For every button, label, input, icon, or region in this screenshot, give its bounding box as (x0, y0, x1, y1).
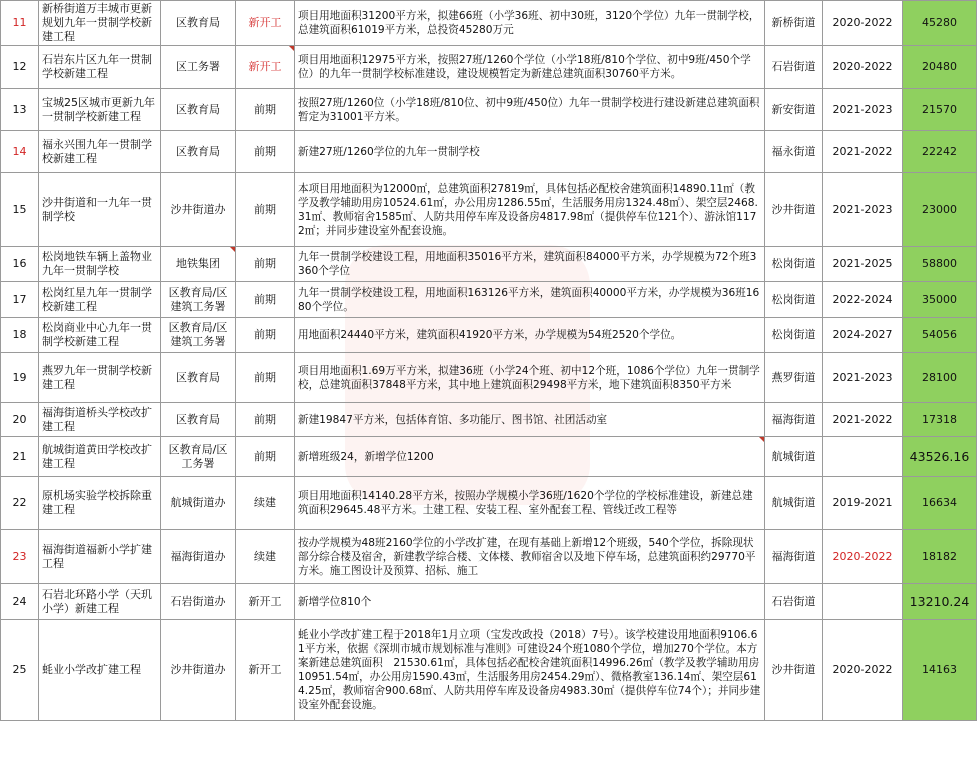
investment-amount: 23000 (903, 173, 977, 247)
investment-amount: 54056 (903, 318, 977, 353)
project-description: 新建27班/1260学位的九年一贯制学校 (295, 131, 765, 173)
table-row (1, 530, 977, 584)
street-name: 松岗街道 (765, 247, 823, 282)
table-row (1, 584, 977, 620)
row-number: 19 (1, 353, 39, 403)
investment-amount: 43526.16 (903, 437, 977, 477)
project-name: 燕罗九年一贯制学校新建工程 (39, 353, 161, 403)
construction-years: 2021-2025 (823, 247, 903, 282)
investment-amount: 20480 (903, 46, 977, 89)
table-body (1, 1, 977, 721)
owner-unit: 区工务署 (161, 46, 236, 89)
row-number: 20 (1, 403, 39, 437)
row-number: 13 (1, 89, 39, 131)
project-stage: 前期 (236, 247, 295, 282)
row-number: 21 (1, 437, 39, 477)
project-description: 九年一贯制学校建设工程，用地面积35016平方米，建筑面积84000平方米，办学规模为72个班3360个学位 (295, 247, 765, 282)
construction-years: 2021-2023 (823, 89, 903, 131)
investment-amount: 28100 (903, 353, 977, 403)
table-row (1, 318, 977, 353)
table-row (1, 131, 977, 173)
project-description: 按照27班/1260位（小学18班/810位、初中9班/450位）九年一贯制学校进行建设新建总建筑面积暂定为31001平方米。 (295, 89, 765, 131)
table-row (1, 353, 977, 403)
investment-amount: 58800 (903, 247, 977, 282)
row-number: 25 (1, 620, 39, 721)
street-name: 松岗街道 (765, 318, 823, 353)
project-stage: 新开工 (236, 46, 295, 89)
owner-unit: 沙井街道办 (161, 620, 236, 721)
row-number: 16 (1, 247, 39, 282)
street-name: 福海街道 (765, 530, 823, 584)
street-name: 石岩街道 (765, 46, 823, 89)
owner-unit: 航城街道办 (161, 477, 236, 530)
construction-years: 2021-2023 (823, 173, 903, 247)
project-description: 项目用地面积1.69万平方米，拟建36班（小学24个班、初中12个班，1086个学位）九年一贯制学校，总建筑面积37848平方米，其中地上建筑面积29498平方米，地下建筑面积8350平方米 (295, 353, 765, 403)
project-stage: 前期 (236, 403, 295, 437)
construction-years: 2019-2021 (823, 477, 903, 530)
construction-years: 2020-2022 (823, 530, 903, 584)
table-row (1, 1, 977, 46)
construction-years: 2022-2024 (823, 282, 903, 318)
project-name: 原机场实验学校拆除重建工程 (39, 477, 161, 530)
investment-amount: 45280 (903, 1, 977, 46)
street-name: 沙井街道 (765, 173, 823, 247)
project-description: 新增学位810个 (295, 584, 765, 620)
investment-amount: 17318 (903, 403, 977, 437)
street-name: 新桥街道 (765, 1, 823, 46)
project-name: 石岩东片区九年一贯制学校新建工程 (39, 46, 161, 89)
construction-years: 2021-2023 (823, 353, 903, 403)
construction-years: 2020-2022 (823, 1, 903, 46)
project-description: 项目用地面积31200平方米，拟建66班（小学36班、初中30班，3120个学位）九年一贯制学校，总建筑面积61019平方米，总投资45280万元 (295, 1, 765, 46)
table-row (1, 620, 977, 721)
table-row (1, 46, 977, 89)
table-row (1, 89, 977, 131)
row-number: 15 (1, 173, 39, 247)
owner-unit: 区教育局 (161, 1, 236, 46)
project-stage: 前期 (236, 353, 295, 403)
table-row (1, 247, 977, 282)
project-name: 福永兴围九年一贯制学校新建工程 (39, 131, 161, 173)
investment-amount: 35000 (903, 282, 977, 318)
street-name: 石岩街道 (765, 584, 823, 620)
owner-unit: 区教育局 (161, 403, 236, 437)
owner-unit: 区教育局 (161, 353, 236, 403)
construction-years: 2020-2022 (823, 620, 903, 721)
project-stage: 续建 (236, 477, 295, 530)
project-stage: 新开工 (236, 620, 295, 721)
project-name: 松岗商业中心九年一贯制学校新建工程 (39, 318, 161, 353)
investment-amount: 13210.24 (903, 584, 977, 620)
street-name: 新安街道 (765, 89, 823, 131)
street-name: 福永街道 (765, 131, 823, 173)
row-number: 23 (1, 530, 39, 584)
row-number: 12 (1, 46, 39, 89)
project-stage: 前期 (236, 437, 295, 477)
project-stage: 前期 (236, 131, 295, 173)
row-number: 14 (1, 131, 39, 173)
street-name: 沙井街道 (765, 620, 823, 721)
project-description: 蚝业小学改扩建工程于2018年1月立项（宝发改政投（2018）7号）。该学校建设用地面积9106.61平方米，依据《深圳市城市规划标准与准则》可建设24个班1080个学位，增加270个学位。本方案新建总建筑面积 21530.61㎡，具体包括必配校舍建筑面积14996.26㎡（教学及教学辅助用房 10951.54㎡，办公用房1590.43㎡，生活服务用房2454.29㎡）、微格教室136.14㎡、架空层614.25㎡，教师宿舍900.68㎡、人防共用停车库及设备房4983.30㎡（提供停车位74个）；并同步建设室外配套设施。 (295, 620, 765, 721)
project-name: 沙井街道和一九年一贯制学校 (39, 173, 161, 247)
street-name: 福海街道 (765, 403, 823, 437)
owner-unit: 福海街道办 (161, 530, 236, 584)
project-name: 蚝业小学改扩建工程 (39, 620, 161, 721)
project-name: 宝城25区城市更新九年一贯制学校新建工程 (39, 89, 161, 131)
project-description: 项目用地面积14140.28平方米，按照办学规模小学36班/1620个学位的学校标准建设，新建总建筑面积29645.48平方米。土建工程、安装工程、室外配套工程、管线迁改工程等 (295, 477, 765, 530)
table-row (1, 477, 977, 530)
owner-unit: 石岩街道办 (161, 584, 236, 620)
project-stage: 前期 (236, 282, 295, 318)
project-stage: 新开工 (236, 1, 295, 46)
investment-amount: 16634 (903, 477, 977, 530)
street-name: 松岗街道 (765, 282, 823, 318)
owner-unit: 区教育局 (161, 89, 236, 131)
project-stage: 续建 (236, 530, 295, 584)
project-name: 松岗红星九年一贯制学校新建工程 (39, 282, 161, 318)
project-description: 按办学规模为48班2160学位的小学改扩建，在现有基础上新增12个班级，540个学位，拆除现状部分综合楼及宿舍，新建教学综合楼、文体楼、教师宿舍以及地下停车场，总建筑面积约29770平方米。施工图设计及预算、招标、施工 (295, 530, 765, 584)
project-stage: 前期 (236, 318, 295, 353)
project-description: 新增班级24，新增学位1200 (295, 437, 765, 477)
investment-amount: 21570 (903, 89, 977, 131)
project-description: 用地面积24440平方米，建筑面积41920平方米，办学规模为54班2520个学位。 (295, 318, 765, 353)
project-name: 石岩北环路小学（天玑小学）新建工程 (39, 584, 161, 620)
owner-unit: 区教育局 (161, 131, 236, 173)
row-number: 24 (1, 584, 39, 620)
project-name: 航城街道黄田学校改扩建工程 (39, 437, 161, 477)
construction-years: 2021-2022 (823, 131, 903, 173)
project-stage: 新开工 (236, 584, 295, 620)
project-description: 本项目用地面积为12000㎡，总建筑面积27819㎡，具体包括必配校舍建筑面积14890.11㎡（教学及教学辅助用房10524.61㎡，办公用房1286.55㎡，生活服务用房1324.48㎡）、架空层2468.31㎡、教师宿舍1585㎡、人防共用停车库及设备房4817.98㎡（提供停车位121个）、游泳馆1172㎡；并同步建设室外配套设施。 (295, 173, 765, 247)
project-stage: 前期 (236, 89, 295, 131)
table-row (1, 437, 977, 477)
owner-unit: 地铁集团 (161, 247, 236, 282)
project-description: 项目用地面积12975平方米，按照27班/1260个学位（小学18班/810个学位、初中9班/450个学位）的九年一贯制学校标准建设，建设规模暂定为新建总建筑面积30760平方米。 (295, 46, 765, 89)
row-number: 18 (1, 318, 39, 353)
investment-amount: 22242 (903, 131, 977, 173)
table-row (1, 282, 977, 318)
construction-years (823, 584, 903, 620)
row-number: 11 (1, 1, 39, 46)
owner-unit: 区教育局/区建筑工务署 (161, 318, 236, 353)
construction-years: 2024-2027 (823, 318, 903, 353)
construction-years: 2020-2022 (823, 46, 903, 89)
project-name: 新桥街道万丰城市更新规划九年一贯制学校新建工程 (39, 1, 161, 46)
street-name: 燕罗街道 (765, 353, 823, 403)
project-description: 九年一贯制学校建设工程，用地面积163126平方米，建筑面积40000平方米，办学规模为36班1680个学位。 (295, 282, 765, 318)
construction-years: 2021-2022 (823, 403, 903, 437)
investment-amount: 18182 (903, 530, 977, 584)
investment-amount: 14163 (903, 620, 977, 721)
row-number: 22 (1, 477, 39, 530)
row-number: 17 (1, 282, 39, 318)
owner-unit: 区教育局/区工务署 (161, 437, 236, 477)
table-row (1, 173, 977, 247)
street-name: 航城街道 (765, 477, 823, 530)
street-name: 航城街道 (765, 437, 823, 477)
project-stage: 前期 (236, 173, 295, 247)
owner-unit: 区教育局/区建筑工务署 (161, 282, 236, 318)
project-name: 福海街道桥头学校改扩建工程 (39, 403, 161, 437)
table-row (1, 403, 977, 437)
project-name: 福海街道福新小学扩建工程 (39, 530, 161, 584)
construction-years (823, 437, 903, 477)
project-name: 松岗地铁车辆上盖物业九年一贯制学校 (39, 247, 161, 282)
project-description: 新建19847平方米，包括体育馆、多功能厅、图书馆、社团活动室 (295, 403, 765, 437)
owner-unit: 沙井街道办 (161, 173, 236, 247)
